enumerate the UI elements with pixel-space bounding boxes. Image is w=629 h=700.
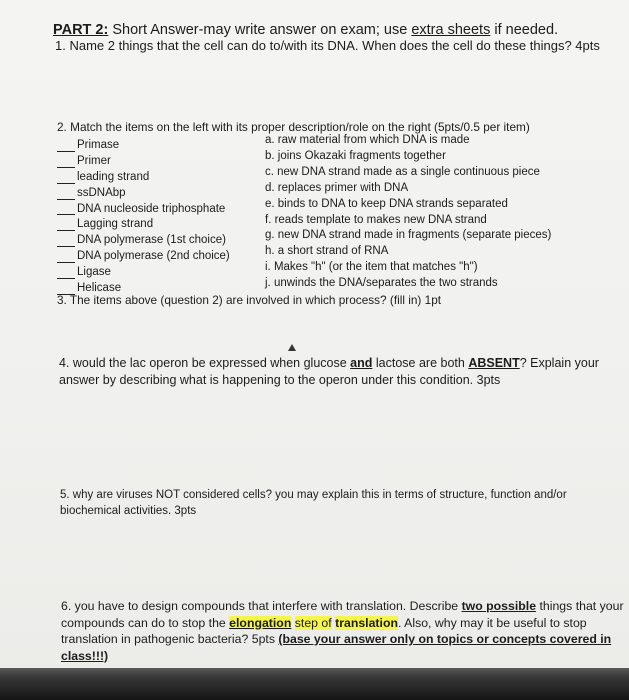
match-right-item: g. new DNA strand made in fragments (separate pieces) bbox=[265, 229, 552, 242]
class-note: class!!!) bbox=[61, 648, 109, 663]
match-left-item: Primase bbox=[57, 138, 230, 154]
match-left-item: Helicase bbox=[57, 281, 230, 297]
match-right-item: a. raw material from which DNA is made bbox=[265, 134, 470, 146]
question-6: 6. you have to design compounds that interfere with translation. Describe two possible things that your compounds can do to stop the elongation step of translation. Also, why may it be useful to stop translation in pathogenic bacteria? 5pts (base your answer only on topics or concepts covered in class!!!) bbox=[61, 599, 624, 663]
match-right-item: i. Makes "h" (or the item that matches "h") bbox=[265, 261, 478, 274]
match-left-item: Primer bbox=[57, 154, 230, 170]
page-bottom-edge bbox=[0, 668, 629, 700]
and-emphasis: and bbox=[350, 356, 373, 370]
absent-emphasis: ABSENT bbox=[468, 356, 520, 370]
answer-blank[interactable] bbox=[57, 214, 75, 215]
match-left-item: DNA nucleoside triphosphate bbox=[57, 202, 230, 218]
base-answer-note: (base your answer only on topics or concepts covered in bbox=[278, 632, 612, 646]
answer-blank[interactable] bbox=[57, 167, 75, 168]
match-left-list bbox=[57, 138, 230, 297]
answer-blank[interactable] bbox=[57, 246, 75, 247]
answer-blank[interactable] bbox=[57, 151, 75, 152]
question-3: 3. The items above (question 2) are involved in which process? (fill in) 1pt bbox=[57, 293, 442, 307]
match-right-item: e. binds to DNA to keep DNA strands separated bbox=[265, 197, 508, 210]
question-5: 5. why are viruses NOT considered cells? you may explain this in terms of structure, function and/or biochemical activities. 3pts bbox=[60, 489, 567, 517]
part-header bbox=[53, 22, 558, 38]
match-left-item: DNA polymerase (1st choice) bbox=[57, 233, 230, 249]
match-right-list bbox=[265, 133, 551, 292]
match-right-item: j. unwinds the DNA/separates the two strands bbox=[265, 277, 498, 290]
match-left-item: Ligase bbox=[57, 265, 230, 281]
elongation-highlight: elongation bbox=[229, 615, 292, 630]
cursor-arrow-icon bbox=[288, 344, 296, 351]
answer-blank[interactable] bbox=[57, 230, 75, 231]
answer-blank[interactable] bbox=[57, 262, 75, 263]
match-left-item: leading strand bbox=[57, 170, 230, 186]
header-text-a: Short Answer-may write answer on exam; use bbox=[108, 22, 412, 38]
match-right-item: h. a short strand of RNA bbox=[265, 245, 389, 258]
answer-blank[interactable] bbox=[57, 199, 75, 200]
step-of-highlight: step of bbox=[294, 615, 332, 630]
answer-blank[interactable] bbox=[57, 278, 75, 279]
extra-sheets-text: extra sheets bbox=[411, 22, 491, 38]
translation-highlight: translation bbox=[335, 615, 398, 630]
match-left-item: DNA polymerase (2nd choice) bbox=[57, 249, 230, 265]
header-text-b: if needed. bbox=[490, 22, 559, 38]
match-right-item: c. new DNA strand made as a single continuous piece bbox=[265, 165, 540, 178]
match-left-item: ssDNAbp bbox=[57, 186, 230, 202]
part-label: PART 2: bbox=[53, 22, 109, 38]
question-4: 4. would the lac operon be expressed when glucose and lactose are both ABSENT? Explain your answer by describing what is happening to the operon under this condition. 3pts bbox=[59, 356, 599, 387]
match-right-item: b. joins Okazaki fragments together bbox=[265, 149, 446, 162]
match-left-item: Lagging strand bbox=[57, 217, 230, 233]
two-possible-emphasis: two possible bbox=[461, 599, 537, 613]
match-right-item: f. reads template to makes new DNA strand bbox=[265, 213, 487, 226]
question-2-prompt: 2. Match the items on the left with its proper description/role on the right (5pts/0.5 per item) bbox=[57, 120, 530, 134]
match-right-item: d. replaces primer with DNA bbox=[265, 181, 409, 194]
question-1: 1. Name 2 things that the cell can do to/with its DNA. When does the cell do these things? 4pts bbox=[55, 38, 600, 53]
answer-blank[interactable] bbox=[57, 183, 75, 184]
